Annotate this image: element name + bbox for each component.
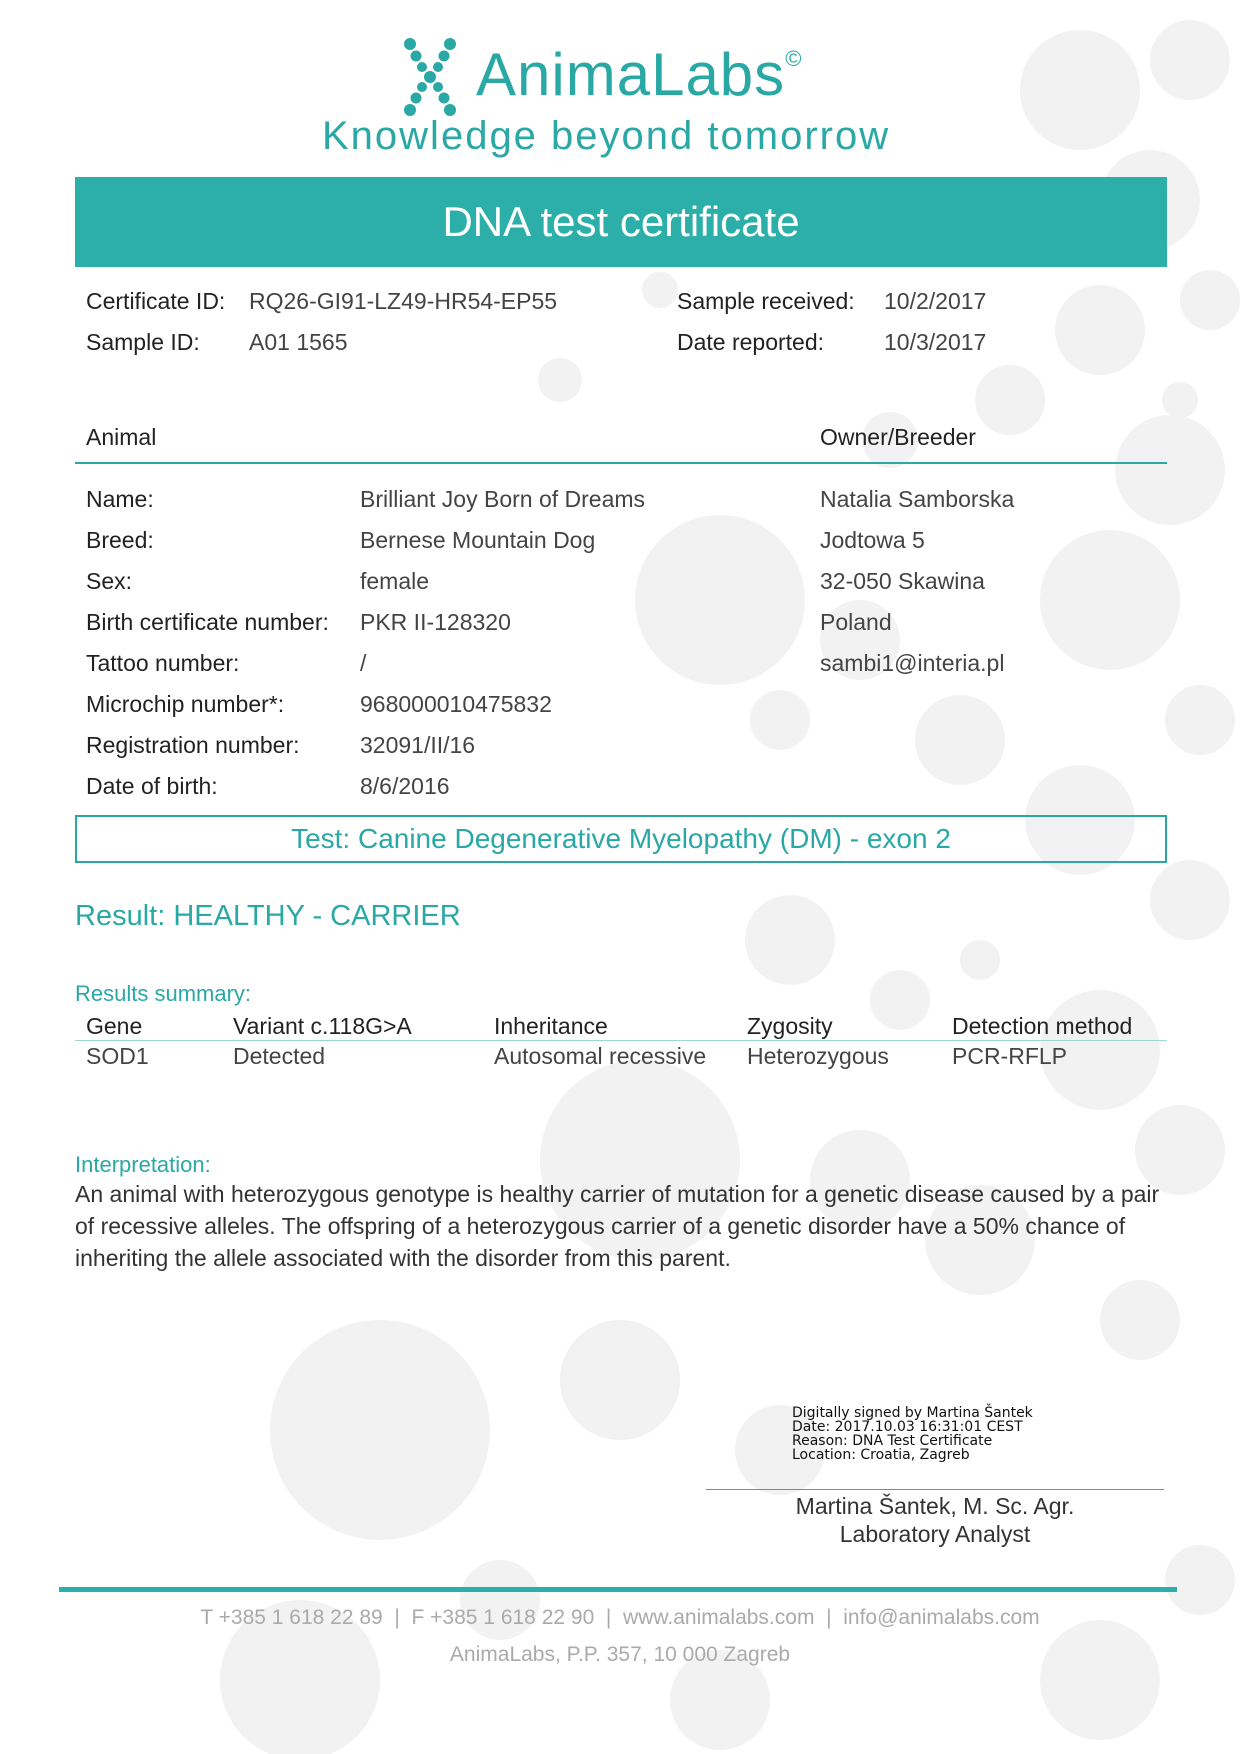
signature-line: Digitally signed by Martina Šantek	[792, 1405, 1033, 1421]
owner-line: 32-050 Skawina	[820, 568, 985, 594]
owner-line: Jodtowa 5	[820, 527, 925, 553]
certificate-id-value: RQ26-GI91-LZ49-HR54-EP55	[249, 288, 558, 314]
animal-field-value: 32091/II/16	[360, 732, 476, 758]
animal-field-value: 968000010475832	[360, 691, 552, 717]
footer-divider	[59, 1587, 1177, 1592]
tagline: Knowledge beyond tomorrow	[322, 114, 891, 158]
certificate-id-label: Certificate ID:	[86, 288, 226, 314]
column-header: Variant c.118G>A	[233, 1013, 412, 1039]
footer-address: AnimaLabs, P.P. 357, 10 000 Zagreb	[449, 1643, 791, 1666]
signature-line: Location: Croatia, Zagreb	[792, 1447, 970, 1463]
table-cell: SOD1	[86, 1043, 149, 1069]
signature-line: Reason: DNA Test Certificate	[792, 1433, 993, 1449]
animal-field-label: Date of birth:	[86, 773, 218, 799]
animal-field-label: Birth certificate number:	[86, 609, 329, 635]
certificate-title: DNA test certificate	[75, 177, 1167, 267]
brand-name: AnimaLabs©	[476, 41, 803, 108]
animal-field-value: Bernese Mountain Dog	[360, 527, 596, 553]
animal-field-label: Sex:	[86, 568, 133, 594]
table-cell: Detected	[233, 1043, 326, 1069]
animal-field-value: /	[360, 650, 367, 676]
interpretation-heading: Interpretation:	[75, 1152, 211, 1177]
animal-field-label: Breed:	[86, 527, 154, 553]
column-header: Gene	[86, 1013, 143, 1039]
owner-line: Natalia Samborska	[820, 486, 1015, 512]
animal-field-value: PKR II-128320	[360, 609, 511, 635]
table-cell: PCR-RFLP	[952, 1043, 1068, 1069]
sample-received-label: Sample received:	[677, 288, 855, 314]
signatory	[706, 1492, 1164, 1548]
animal-field-value: female	[360, 568, 430, 594]
results-summary-heading: Results summary:	[75, 981, 252, 1006]
test-result: Result: HEALTHY - CARRIER	[75, 900, 461, 932]
animal-field-label: Name:	[86, 486, 154, 512]
table-cell: Heterozygous	[747, 1043, 889, 1069]
column-header: Inheritance	[494, 1013, 608, 1039]
animal-field-label: Microchip number*:	[86, 691, 285, 717]
animal-field-value: 8/6/2016	[360, 773, 450, 799]
signatory-name: Martina Šantek, M. Sc. Agr.	[795, 1493, 1075, 1519]
date-reported-value: 10/3/2017	[884, 329, 987, 355]
test-title: Test: Canine Degenerative Myelopathy (DM) - exon 2	[75, 815, 1167, 863]
owner-line: Poland	[820, 609, 892, 635]
signatory-role: Laboratory Analyst	[839, 1521, 1031, 1547]
animal-heading: Animal	[86, 424, 157, 450]
animalabs-logo-icon	[398, 34, 462, 120]
signature-line: Date: 2017.10.03 16:31:01 CEST	[792, 1419, 1023, 1435]
animal-field-value: Brilliant Joy Born of Dreams	[360, 486, 646, 512]
animal-field-label: Registration number:	[86, 732, 300, 758]
column-header: Zygosity	[747, 1013, 833, 1039]
sample-id-value: A01 1565	[249, 329, 348, 355]
interpretation-text: An animal with heterozygous genotype is healthy carrier of mutation for a genetic disease caused by a pair of recessive alleles. The offspring of a heterozygous carrier of a genetic disorder have a 50% chance of inheriting the allele associated with the disorder from this parent.	[75, 1181, 1160, 1271]
table-divider	[75, 1040, 1167, 1041]
digital-signature	[792, 1406, 1033, 1462]
sample-id-label: Sample ID:	[86, 329, 200, 355]
sample-received-value: 10/2/2017	[884, 288, 987, 314]
owner-email: sambi1@interia.pl	[820, 650, 1005, 676]
signature-rule	[706, 1489, 1164, 1490]
column-header: Detection method	[952, 1013, 1133, 1039]
table-cell: Autosomal recessive	[494, 1043, 707, 1069]
section-divider	[75, 462, 1167, 464]
animal-field-label: Tattoo number:	[86, 650, 240, 676]
owner-heading: Owner/Breeder	[820, 424, 976, 450]
date-reported-label: Date reported:	[677, 329, 825, 355]
footer-contact: T +385 1 618 22 89 | F +385 1 618 22 90 | www.animalabs.com | info@animalabs.com	[200, 1606, 1040, 1629]
